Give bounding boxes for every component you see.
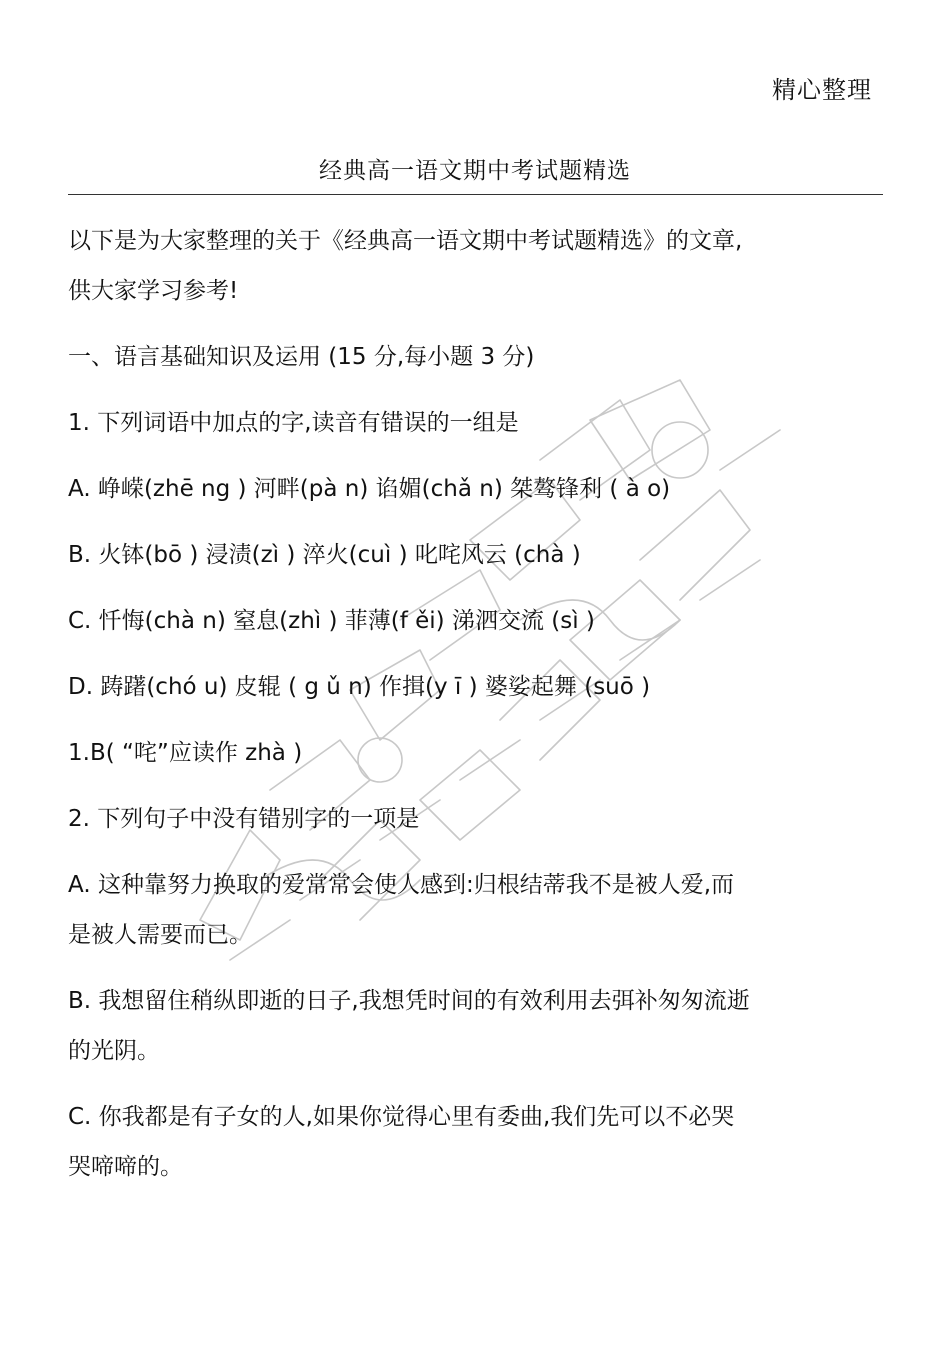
question-1-option-a: A. 峥嵘(zhē ng ) 河畔(pà n) 谄媚(chǎ n) 桀骜锋利 ( à o) [68,476,671,502]
question-2-option-c-line-2: 哭啼啼的。 [68,1154,183,1180]
intro-line-2: 供大家学习参考! [68,278,239,304]
question-2-option-b-line-1: B. 我想留住稍纵即逝的日子,我想凭时间的有效利用去弭补匆匆流逝 [68,988,750,1014]
question-1-answer: 1.B( “咤”应读作 zhà ) [68,740,303,766]
question-1-option-b: B. 火钵(bō ) 浸渍(zì ) 淬火(cuì ) 叱咤风云 (chà ) [68,542,581,568]
question-2-option-a-line-2: 是被人需要而已。 [68,922,252,948]
question-2-stem: 2. 下列句子中没有错别字的一项是 [68,806,420,832]
question-1-option-d: D. 踌躇(chó u) 皮辊 ( g ǔ n) 作揖(y ī ) 婆娑起舞 (suō ) [68,674,651,700]
header-tag: 精心整理 [772,76,872,104]
question-2-option-b-line-2: 的光阴。 [68,1038,160,1064]
question-1-stem: 1. 下列词语中加点的字,读音有错误的一组是 [68,410,519,436]
intro-line-1: 以下是为大家整理的关于《经典高一语文期中考试题精选》的文章, [68,228,743,254]
question-1-option-c: C. 忏悔(chà n) 窒息(zhì ) 菲薄(f ěi) 涕泗交流 (sì ) [68,608,595,634]
question-2-option-c-line-1: C. 你我都是有子女的人,如果你觉得心里有委曲,我们先可以不必哭 [68,1104,735,1130]
document-title: 经典高一语文期中考试题精选 [319,158,631,184]
title-divider [68,194,883,195]
question-2-option-a-line-1: A. 这种靠努力换取的爱常常会使人感到:归根结蒂我不是被人爱,而 [68,872,735,898]
section-heading: 一、语言基础知识及运用 (15 分,每小题 3 分) [68,344,535,370]
